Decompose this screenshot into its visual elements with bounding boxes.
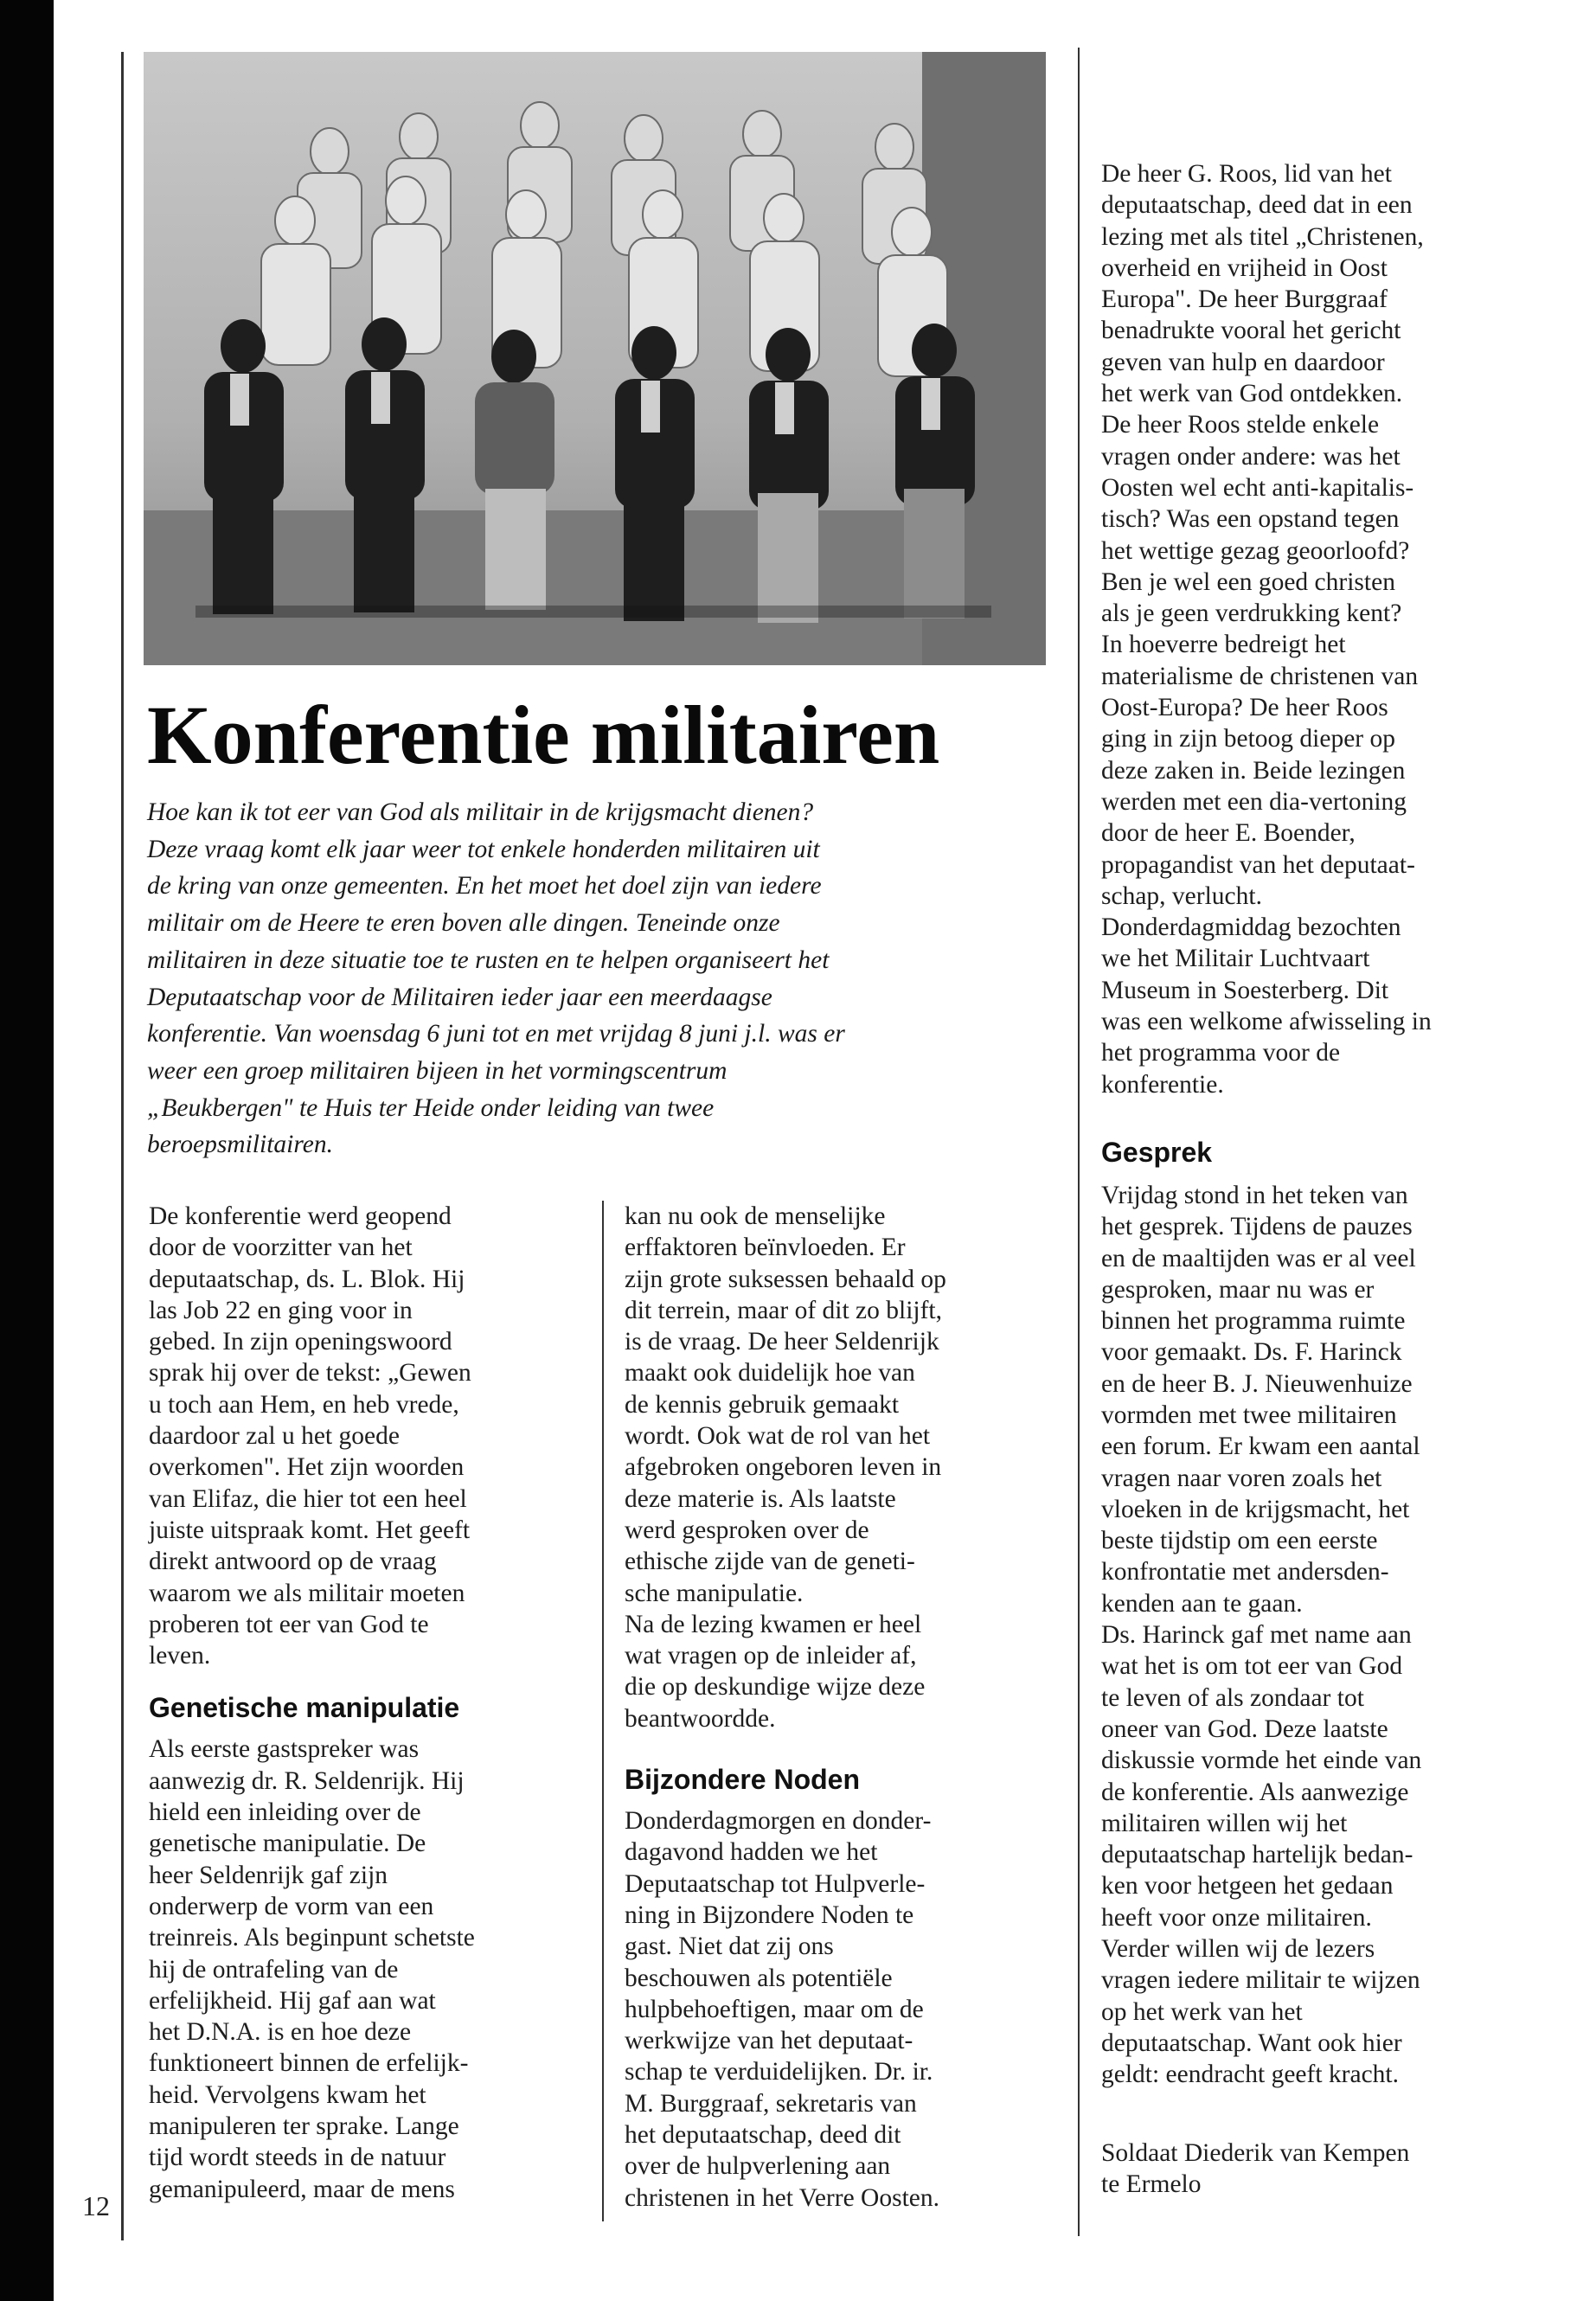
text-line: dagavond hadden we het bbox=[625, 1838, 878, 1867]
text-line: het werk van God ontdekken. bbox=[1101, 380, 1403, 408]
text-line: vragen iedere militair te wijzen bbox=[1101, 1966, 1420, 1995]
signature-line: Soldaat Diederik van Kempen bbox=[1101, 2138, 1410, 2167]
text-line: deze materie is. Als laatste bbox=[625, 1484, 896, 1513]
text-line: het programma voor de bbox=[1101, 1039, 1341, 1067]
text-line: van Elifaz, die hier tot een heel bbox=[149, 1484, 467, 1513]
text-line: De heer G. Roos, lid van het bbox=[1101, 160, 1392, 188]
text-line: militairen willen wij het bbox=[1101, 1809, 1348, 1837]
text-line: kan nu ook de menselijke bbox=[625, 1202, 886, 1230]
heading-bijzondere-noden: Bijzondere Noden bbox=[625, 1764, 861, 1796]
text-line: gebed. In zijn openingswoord bbox=[149, 1328, 452, 1356]
text-line: Verder willen wij de lezers bbox=[1101, 1935, 1375, 1964]
column-rule-center bbox=[602, 1201, 604, 2221]
text-line: Vrijdag stond in het teken van bbox=[1101, 1181, 1408, 1209]
text-line: manipuleren ter sprake. Lange bbox=[149, 2112, 459, 2141]
text-line: Na de lezing kwamen er heel bbox=[625, 1610, 922, 1638]
text-line: voor gemaakt. Ds. F. Harinck bbox=[1101, 1338, 1402, 1367]
text-line: juiste uitspraak komt. Het geeft bbox=[149, 1516, 471, 1544]
text-line: dit terrein, maar of dit zo blijft, bbox=[625, 1296, 942, 1324]
text-line: hield een inleiding over de bbox=[149, 1798, 421, 1827]
text-line: het gesprek. Tijdens de pauzes bbox=[1101, 1213, 1413, 1241]
text-line: u toch aan Hem, en heb vrede, bbox=[149, 1390, 459, 1419]
text-line: daardoor zal u het goede bbox=[149, 1422, 400, 1451]
text-line: direkt antwoord op de vraag bbox=[149, 1548, 437, 1576]
text-line: waarom we als militair moeten bbox=[149, 1579, 465, 1607]
intro-line: konferentie. Van woensdag 6 juni tot en met vrijdag 8 juni j.l. was er bbox=[147, 1020, 845, 1048]
text-line: door de voorzitter van het bbox=[149, 1234, 413, 1262]
text-line: ging in zijn betoog dieper op bbox=[1101, 725, 1395, 753]
text-line: tisch? Was een opstand tegen bbox=[1101, 505, 1400, 534]
article-title: Konferentie militairen bbox=[147, 689, 940, 781]
text-line: het deputaatschap, deed dit bbox=[625, 2121, 901, 2150]
text-line: Donderdagmiddag bezochten bbox=[1101, 913, 1401, 942]
text-line: de kennis gebruik gemaakt bbox=[625, 1390, 900, 1419]
intro-line: „Beukbergen" te Huis ter Heide onder leiding van twee bbox=[147, 1093, 715, 1122]
text-line: tijd wordt steeds in de natuur bbox=[149, 2144, 446, 2172]
text-line: Ds. Harinck gaf met name aan bbox=[1101, 1621, 1412, 1650]
article-intro bbox=[147, 794, 1060, 1163]
text-line: hulpbehoeftigen, maar om de bbox=[625, 1995, 924, 2023]
left-margin-rule bbox=[121, 52, 124, 2240]
text-line: ethische zijde van de geneti- bbox=[625, 1548, 915, 1576]
text-line: deputaatschap, ds. L. Blok. Hij bbox=[149, 1265, 465, 1293]
text-line: materialisme de christenen van bbox=[1101, 662, 1419, 690]
text-line: binnen het programma ruimte bbox=[1101, 1307, 1406, 1336]
text-line: proberen tot eer van God te bbox=[149, 1610, 429, 1638]
text-line: door de heer E. Boender, bbox=[1101, 819, 1356, 848]
text-line: geldt: eendracht geeft kracht. bbox=[1101, 2061, 1399, 2089]
text-line: werd gesproken over de bbox=[625, 1516, 869, 1544]
text-line: treinreis. Als beginpunt schetste bbox=[149, 1924, 475, 1952]
column-2 bbox=[625, 1201, 1057, 2214]
text-line: ken voor hetgeen het gedaan bbox=[1101, 1872, 1394, 1900]
heading-gesprek: Gesprek bbox=[1101, 1136, 1213, 1168]
text-line: ning in Bijzondere Noden te bbox=[625, 1900, 914, 1929]
text-line: en de heer B. J. Nieuwenhuize bbox=[1101, 1369, 1413, 1398]
text-line: Oost-Europa? De heer Roos bbox=[1101, 694, 1388, 722]
text-line: maakt ook duidelijk hoe van bbox=[625, 1359, 915, 1388]
intro-line: militairen in deze situatie toe te rusten en te helpen organiseert het bbox=[147, 945, 830, 974]
intro-line: Deze vraag komt elk jaar weer tot enkele honderden militairen uit bbox=[147, 835, 820, 863]
group-photo bbox=[144, 52, 1046, 665]
text-line: funktioneert binnen de erfelijk- bbox=[149, 2049, 469, 2078]
text-line: Europa". De heer Burggraaf bbox=[1101, 285, 1388, 314]
text-line: en de maaltijden was er al veel bbox=[1101, 1244, 1416, 1272]
text-line: we het Militair Luchtvaart bbox=[1101, 945, 1370, 973]
text-line: heer Seldenrijk gaf zijn bbox=[149, 1861, 388, 1889]
text-line: overheid en vrijheid in Oost bbox=[1101, 253, 1388, 282]
text-line: M. Burggraaf, sekretaris van bbox=[625, 2089, 917, 2118]
text-line: sche manipulatie. bbox=[625, 1579, 804, 1607]
text-line: was een welkome afwisseling in bbox=[1101, 1008, 1432, 1036]
text-line: Donderdagmorgen en donder- bbox=[625, 1807, 932, 1836]
intro-line: weer een groep militairen bijeen in het vormingscentrum bbox=[147, 1056, 727, 1085]
text-line: genetische manipulatie. De bbox=[149, 1830, 426, 1858]
text-line: vormden met twee militairen bbox=[1101, 1400, 1397, 1429]
text-line: Ben je wel een goed christen bbox=[1101, 567, 1395, 596]
text-line: las Job 22 en ging voor in bbox=[149, 1296, 413, 1324]
intro-line: militair om de Heere te eren boven alle dingen. Teneinde onze bbox=[147, 909, 780, 938]
paragraph-roos bbox=[1101, 158, 1542, 1100]
text-line: het D.N.A. is en hoe deze bbox=[149, 2018, 412, 2047]
text-line: wat het is om tot eer van God bbox=[1101, 1652, 1403, 1681]
text-line: christenen in het Verre Oosten. bbox=[625, 2183, 939, 2212]
text-line: schap te verduidelijken. Dr. ir. bbox=[625, 2058, 933, 2086]
signature-line: te Ermelo bbox=[1101, 2170, 1202, 2198]
text-line: deze zaken in. Beide lezingen bbox=[1101, 756, 1406, 785]
text-line: deputaatschap, deed dat in een bbox=[1101, 191, 1413, 220]
text-line: heeft voor onze militairen. bbox=[1101, 1903, 1372, 1932]
text-line: geven van hulp en daardoor bbox=[1101, 348, 1385, 376]
text-line: erfelijkheid. Hij gaf aan wat bbox=[149, 1986, 436, 2015]
text-line: gemanipuleerd, maar de mens bbox=[149, 2175, 455, 2203]
text-line: kenden aan te gaan. bbox=[1101, 1589, 1303, 1618]
text-line: die op deskundige wijze deze bbox=[625, 1673, 926, 1702]
text-line: diskussie vormde het einde van bbox=[1101, 1747, 1422, 1775]
text-line: overkomen". Het zijn woorden bbox=[149, 1453, 465, 1482]
text-line: beste tijdstip om een eerste bbox=[1101, 1527, 1378, 1555]
text-line: vragen naar voren zoals het bbox=[1101, 1464, 1382, 1492]
text-line: een forum. Er kwam een aantal bbox=[1101, 1433, 1420, 1461]
text-line: wat vragen op de inleider af, bbox=[625, 1642, 917, 1670]
page-number: 12 bbox=[82, 2190, 110, 2221]
text-line: De konferentie werd geopend bbox=[149, 1202, 452, 1230]
text-line: konfrontatie met andersden- bbox=[1101, 1558, 1389, 1586]
column-rule-right bbox=[1078, 48, 1080, 2236]
text-line: aanwezig dr. R. Seldenrijk. Hij bbox=[149, 1766, 465, 1795]
text-line: schap, verlucht. bbox=[1101, 881, 1262, 910]
paragraph-opening bbox=[149, 1201, 581, 1671]
column-1 bbox=[149, 1201, 581, 2205]
page-edge-bar bbox=[0, 0, 54, 2301]
text-line: De heer Roos stelde enkele bbox=[1101, 411, 1380, 439]
text-line: afgebroken ongeboren leven in bbox=[625, 1453, 942, 1482]
text-line: sprak hij over de tekst: „Gewen bbox=[149, 1359, 471, 1388]
intro-line: Deputaatschap voor de Militairen ieder jaar een meerdaagse bbox=[147, 983, 772, 1011]
text-line: vragen onder andere: was het bbox=[1101, 442, 1401, 471]
column-3 bbox=[1101, 158, 1542, 2200]
text-line: Deputaatschap tot Hulpverle- bbox=[625, 1869, 926, 1898]
text-line: vloeken in de krijgsmacht, het bbox=[1101, 1495, 1410, 1523]
text-line: beschouwen als potentiële bbox=[625, 1964, 893, 1992]
text-line: op het werk van het bbox=[1101, 1997, 1303, 2026]
text-line: wordt. Ook wat de rol van het bbox=[625, 1422, 931, 1451]
text-line: lezing met als titel „Christenen, bbox=[1101, 222, 1424, 251]
text-line: deputaatschap hartelijk bedan- bbox=[1101, 1841, 1413, 1869]
paragraph-bijzondere bbox=[625, 1805, 1057, 2214]
text-line: beantwoordde. bbox=[625, 1704, 776, 1733]
text-line: hij de ontrafeling van de bbox=[149, 1955, 399, 1984]
text-line: benadrukte vooral het gericht bbox=[1101, 317, 1401, 345]
paragraph-gesprek bbox=[1101, 1180, 1542, 2091]
text-line: de konferentie. Als aanwezige bbox=[1101, 1778, 1409, 1806]
paragraph-seldenrijk-cont bbox=[625, 1201, 1057, 1734]
paragraph-genetische bbox=[149, 1734, 581, 2204]
text-line: propagandist van het deputaat- bbox=[1101, 850, 1415, 879]
text-line: het wettige gezag geoorloofd? bbox=[1101, 536, 1410, 565]
group-photo-illustration bbox=[144, 52, 1046, 665]
text-line: konferentie. bbox=[1101, 1070, 1224, 1099]
text-line: leven. bbox=[149, 1642, 211, 1670]
text-line: te leven of als zondaar tot bbox=[1101, 1683, 1364, 1712]
text-line: heid. Vervolgens kwam het bbox=[149, 2080, 426, 2109]
text-line: werkwijze van het deputaat- bbox=[625, 2027, 913, 2055]
text-line: In hoeverre bedreigt het bbox=[1101, 631, 1346, 659]
text-line: Oosten wel echt anti-kapitalis- bbox=[1101, 473, 1414, 502]
text-line: erffaktoren beïnvloeden. Er bbox=[625, 1234, 906, 1262]
intro-line: Hoe kan ik tot eer van God als militair in de krijgsmacht dienen? bbox=[147, 798, 814, 826]
text-line: onderwerp de vorm van een bbox=[149, 1892, 434, 1920]
text-line: zijn grote suksessen behaald op bbox=[625, 1265, 946, 1293]
text-line: oneer van God. Deze laatste bbox=[1101, 1715, 1388, 1743]
heading-genetische-manipulatie: Genetische manipulatie bbox=[149, 1692, 460, 1724]
text-line: Museum in Soesterberg. Dit bbox=[1101, 976, 1389, 1004]
text-line: deputaatschap. Want ook hier bbox=[1101, 2029, 1402, 2057]
text-line: is de vraag. De heer Seldenrijk bbox=[625, 1328, 939, 1356]
intro-line: de kring van onze gemeenten. En het moet het doel zijn van iedere bbox=[147, 872, 822, 901]
text-line: werden met een dia-vertoning bbox=[1101, 787, 1407, 816]
text-line: Als eerste gastspreker was bbox=[149, 1735, 420, 1764]
text-line: gast. Niet dat zij ons bbox=[625, 1932, 834, 1961]
text-line: over de hulpverlening aan bbox=[625, 2152, 891, 2181]
text-line: gesproken, maar nu was er bbox=[1101, 1275, 1375, 1304]
author-signature bbox=[1101, 2138, 1542, 2201]
intro-line: beroepsmilitairen. bbox=[147, 1131, 333, 1159]
text-line: als je geen verdrukking kent? bbox=[1101, 599, 1402, 628]
